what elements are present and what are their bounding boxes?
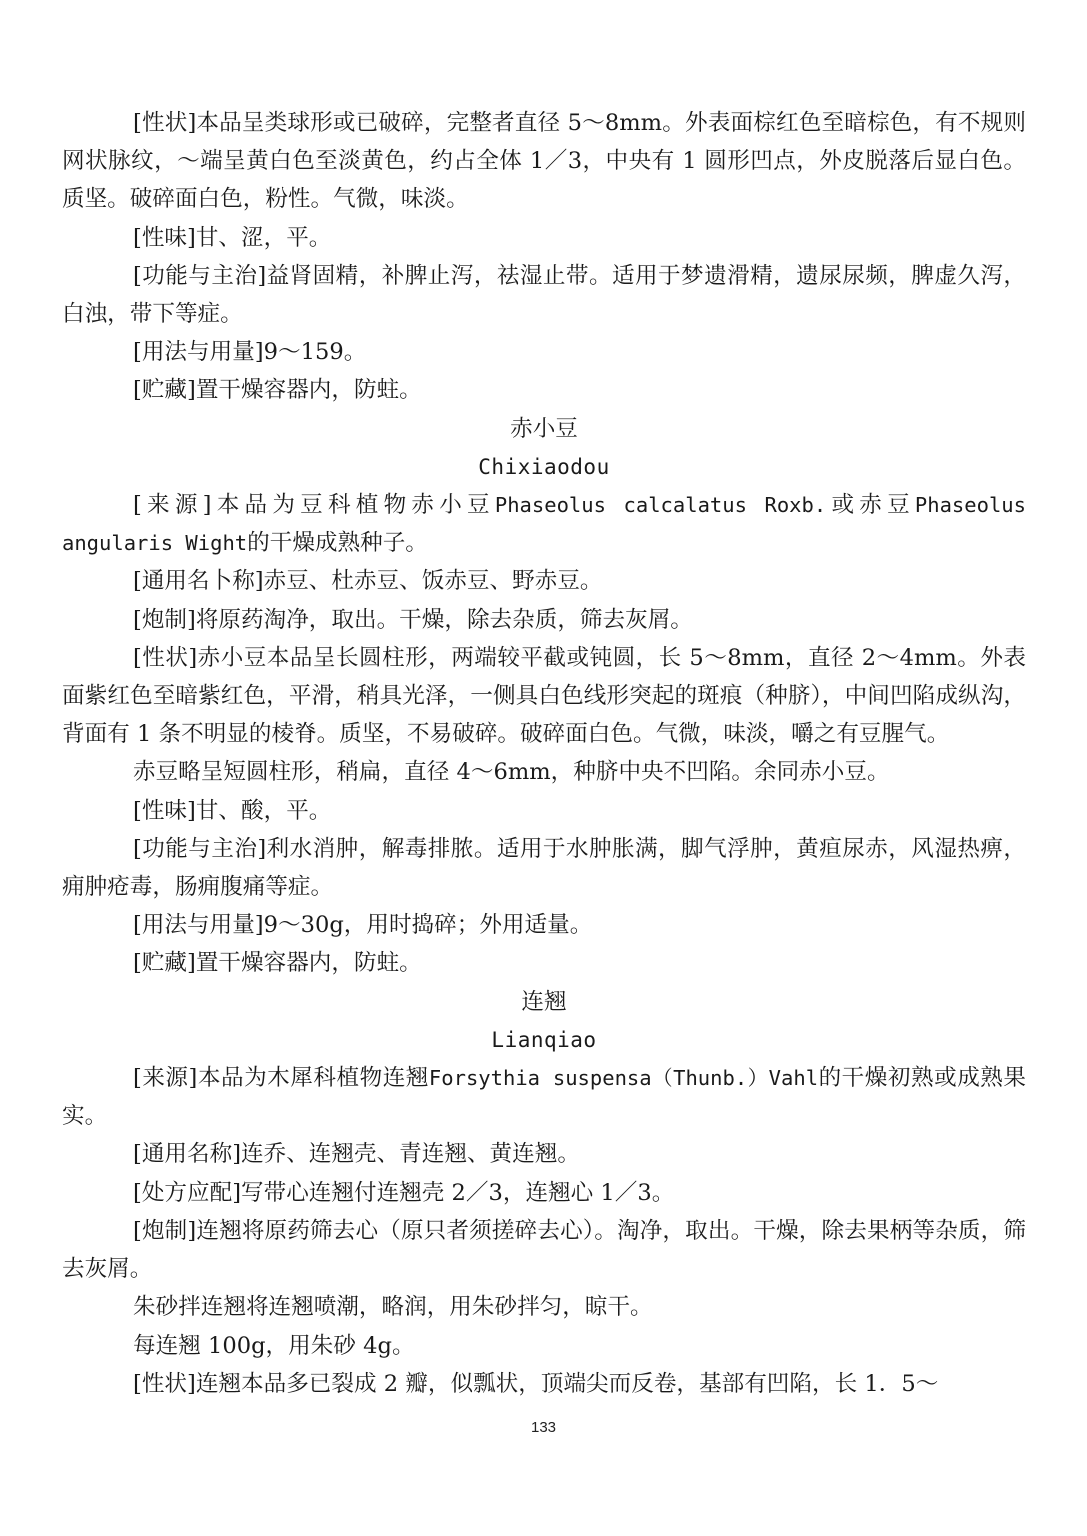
chixiaodou-gongneng: [功能与主治]利水消肿，解毒排脓。适用于水肿胀满，脚气浮肿，黄疸尿赤，风湿热痹，痈肿疮毒，肠痈腹痛等症。 — [62, 835, 1026, 901]
chixiaodou-laiyuan-latin1: Phaseolus calcalatus Roxb. — [494, 493, 827, 518]
chixiaodou-laiyuan-mid: 或赤豆 — [826, 492, 915, 519]
chixiaodou-laiyuan-latin2: Phaseolus angularis Wight — [62, 493, 1026, 556]
lianqiao-title: 连翘 — [521, 988, 567, 1015]
page-body — [62, 104, 1026, 1403]
chixiaodou-paozhi: [炮制]将原药淘净，取出。干燥，除去杂质，筛去灰屑。 — [133, 606, 693, 633]
lianqiao-laiyuan-latin: Forsythia suspensa（Thunb.）Vahl — [428, 1066, 819, 1091]
chixiaodou-title: 赤小豆 — [510, 415, 578, 442]
lianqiao-paozhi: [炮制]连翘将原药筛去心（原只者须搓碎去心）。淘净，取出。干燥，除去果柄等杂质，筛去灰屑。 — [62, 1217, 1026, 1283]
chixiaodou-xingwei: [性味]甘、酸，平。 — [133, 797, 332, 824]
page-number: 133 — [530, 1419, 557, 1436]
chixiaodou-laiyuan-suffix: 的干燥成熟种子。 — [247, 530, 428, 557]
lianqiao-tongyong: [通用名称]连乔、连翘壳、青连翘、黄连翘。 — [133, 1141, 580, 1168]
lianqiao-xingzhuang: [性状]连翘本品多已裂成 2 瓣，似瓢状，顶端尖而反卷，基部有凹陷，长 1．5～ — [133, 1370, 939, 1397]
lianqiao-meiliang: 每连翘 100g，用朱砂 4g。 — [133, 1332, 415, 1359]
lianqiao-chufang: [处方应配]写带心连翘付连翘壳 2／3，连翘心 1／3。 — [133, 1179, 675, 1206]
chixiaodou-yongfa: [用法与用量]9～30g，用时捣碎；外用适量。 — [133, 912, 593, 939]
chixiaodou-xingzhuang: [性状]赤小豆本品呈长圆柱形，两端较平截或钝圆，长 5～8mm，直径 2～4mm。外表面紫红色至暗紫红色，平滑，稍具光泽，一侧具白色线形突起的斑痕（种脐），中间凹陷成纵沟，背面有 1 条不明显的棱脊。质坚，不易破碎。破碎面白色。气微，味淡，嚼之有豆腥气。 — [62, 644, 1026, 748]
chixiaodou-chidou: 赤豆略呈短圆柱形，稍扁，直径 4～6mm，种脐中央不凹陷。余同赤小豆。 — [133, 759, 890, 786]
lianzi-xingzhuang: [性状]本品呈类球形或已破碎，完整者直径 5～8mm。外表面棕红色至暗棕色，有不规则网状脉纹，～端呈黄白色至淡黄色，约占全体 1／3，中央有 1 圆形凹点，外皮脱落后显白色。质坚。破碎面白色，粉性。气微，味淡。 — [62, 110, 1026, 213]
lianzi-xingwei: [性味]甘、涩，平。 — [133, 224, 332, 251]
lianzi-yongfa: [用法与用量]9～159。 — [133, 339, 367, 366]
lianqiao-laiyuan-prefix: [来源]本品为木犀科植物连翘 — [133, 1065, 429, 1092]
chixiaodou-zhucang: [贮藏]置干燥容器内，防蛀。 — [133, 950, 422, 977]
lianqiao-laiyuan-suffix: 的干燥初熟或成熟果实。 — [62, 1065, 1027, 1130]
chixiaodou-tongyong: [通用名卜称]赤豆、杜赤豆、饭赤豆、野赤豆。 — [133, 568, 603, 595]
chixiaodou-pinyin: Chixiaodou — [478, 454, 610, 479]
chixiaodou-laiyuan — [62, 486, 1026, 562]
lianqiao-laiyuan — [62, 1059, 1026, 1135]
lianzi-gongneng: [功能与主治]益肾固精，补脾止泻，祛湿止带。适用于梦遗滑精，遗尿尿频，脾虚久泻，白浊，带下等症。 — [62, 262, 1026, 328]
lianqiao-pinyin: Lianqiao — [491, 1027, 597, 1052]
lianzi-zhucang: [贮藏]置干燥容器内，防蛀。 — [133, 377, 422, 404]
lianqiao-zhusha: 朱砂拌连翘将连翘喷潮，略润，用朱砂拌匀，晾干。 — [133, 1294, 653, 1321]
chixiaodou-laiyuan-prefix: [来源]本品为豆科植物赤小豆 — [133, 492, 495, 519]
